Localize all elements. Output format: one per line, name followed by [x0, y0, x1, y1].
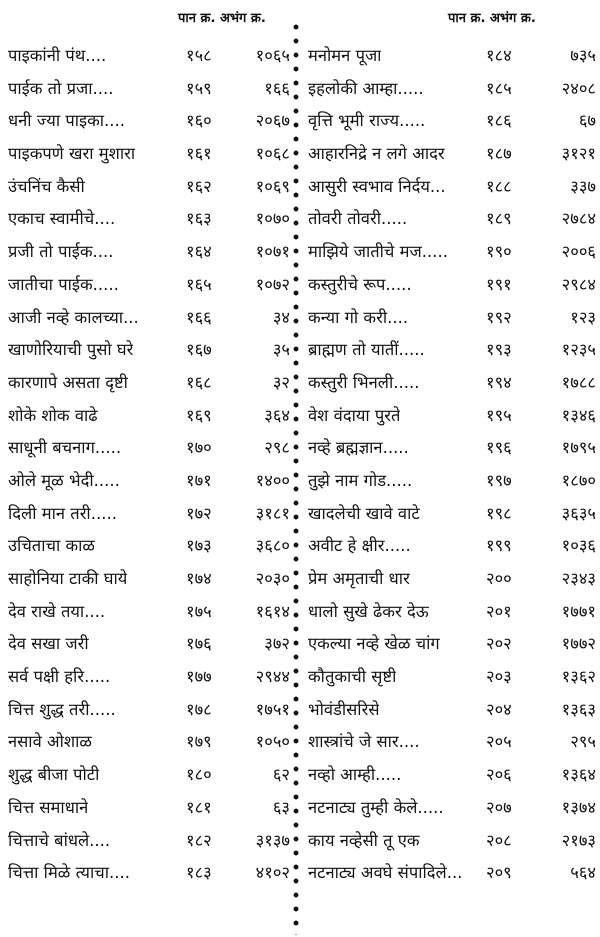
index-row [8, 726, 290, 759]
abhang-title: भोवंडीसरिसे [308, 699, 380, 719]
index-row [308, 236, 596, 269]
abhang-number: २१७३ [561, 830, 596, 850]
index-row [308, 792, 596, 825]
page-number: १७९ [186, 732, 212, 752]
page-number: १७८ [186, 699, 212, 719]
abhang-title: काय नव्हेसी तू एक [308, 830, 420, 850]
abhang-number: १०७२ [255, 274, 290, 294]
abhang-title: उंचनिंच कैसी [8, 176, 85, 196]
abhang-number: १६१४ [255, 601, 290, 621]
index-row [8, 302, 290, 335]
abhang-title: कस्तुरी भिनली..... [308, 372, 420, 392]
abhang-number: १०६९ [255, 176, 290, 196]
index-row [308, 171, 596, 204]
abhang-number: १०५० [255, 732, 290, 752]
abhang-title: पाइकांनी पंथ.... [8, 46, 107, 65]
abhang-number: १२३५ [561, 340, 596, 360]
index-row [308, 105, 596, 138]
index-row [308, 334, 596, 367]
abhang-title: शुद्ध बीजा पोटी [8, 765, 100, 785]
abhang-number: ५६४ [570, 863, 596, 883]
index-row [8, 334, 290, 367]
page-number: १८५ [486, 78, 512, 98]
abhang-title: शोके शोक वाढे [8, 405, 98, 425]
index-row [308, 203, 596, 236]
abhang-title: प्रजी तो पाईक.... [8, 242, 114, 262]
abhang-number: १०६८ [255, 144, 290, 164]
page-number: २०२ [486, 634, 512, 654]
page-number: १९७ [486, 470, 512, 490]
index-row [8, 73, 290, 106]
abhang-number: २३४३ [561, 569, 596, 588]
index-row [308, 825, 596, 858]
abhang-title: सर्व पक्षी हरि..... [8, 667, 111, 687]
abhang-title: कन्या गो करी.... [308, 307, 409, 327]
abhang-number: १२३ [570, 307, 596, 327]
index-row [8, 40, 290, 73]
abhang-number: १०६५ [255, 46, 290, 65]
abhang-title: नव्हो आम्ही..... [308, 765, 402, 785]
page-number: १८० [186, 765, 212, 785]
abhang-number: १३७४ [561, 797, 596, 817]
abhang-number: ४१०२ [255, 863, 290, 883]
page-number: १९२ [486, 307, 512, 327]
page-number: १९९ [486, 536, 512, 556]
abhang-title: चित्त समाधाने [8, 797, 89, 817]
abhang-number: २०६७ [255, 111, 290, 131]
abhang-number: १३६३ [561, 699, 596, 719]
abhang-title: खाणोरियाची पुसो घरे [8, 340, 134, 360]
abhang-title: ओले मूळ भेदी..... [8, 470, 120, 490]
index-row [308, 498, 596, 531]
page-number: २०७ [486, 797, 512, 817]
abhang-title: जातीचा पाईक..... [8, 274, 119, 294]
abhang-title: देव राखे तया.... [8, 601, 106, 621]
page-number: १६० [186, 111, 212, 131]
index-row [308, 269, 596, 302]
right-column-header: पान क्र. अभंग क्र. [448, 11, 536, 26]
abhang-number: २००६ [561, 242, 596, 262]
abhang-number: ६७ [578, 111, 596, 131]
left-index-column [8, 40, 290, 890]
page-number: १७२ [186, 503, 212, 523]
page-number: १६९ [186, 405, 212, 425]
page-number: १७१ [186, 470, 212, 490]
abhang-title: साहोनिया टाकी घाये [8, 569, 128, 588]
abhang-number: २९५ [570, 732, 596, 752]
abhang-number: ३७२ [264, 634, 290, 654]
index-row [8, 105, 290, 138]
index-row [8, 269, 290, 302]
index-row [308, 694, 596, 727]
index-row [8, 857, 290, 890]
page-number: १८९ [486, 209, 512, 229]
page-number: १६१ [186, 144, 212, 164]
abhang-title: दिली मान तरी..... [8, 503, 117, 523]
index-row [8, 432, 290, 465]
abhang-title: वेश वंदाया पुरते [308, 405, 401, 425]
abhang-title: पाइकपणे खरा मुशारा [8, 144, 136, 164]
page-number: १७० [186, 438, 212, 458]
index-row [8, 694, 290, 727]
abhang-number: ३१२१ [561, 144, 596, 164]
index-row [308, 367, 596, 400]
index-row [308, 530, 596, 563]
index-row [308, 661, 596, 694]
abhang-title: धनी ज्या पाइका.... [8, 111, 126, 131]
abhang-title: कस्तुरीचे रूप..... [308, 274, 412, 294]
page-number: १७७ [186, 667, 212, 687]
abhang-number: २९४४ [255, 667, 290, 687]
page-number: २०१ [486, 601, 512, 621]
abhang-title: नव्हे ब्रह्मज्ञान..... [308, 438, 409, 458]
abhang-number: २९८ [264, 438, 290, 458]
page-number: २०४ [486, 699, 512, 719]
abhang-title: चित्ताचे बांधले.... [8, 830, 111, 850]
page-number: १७५ [186, 601, 212, 621]
abhang-number: १८७० [561, 470, 596, 490]
abhang-number: १७९५ [561, 438, 596, 458]
page-number: १६८ [186, 372, 212, 392]
index-row [8, 400, 290, 433]
index-row [308, 40, 596, 73]
index-row [308, 73, 596, 106]
index-row [8, 203, 290, 236]
abhang-number: १०७१ [255, 242, 290, 262]
page-number: १६२ [186, 176, 212, 196]
page-number: २०५ [486, 732, 512, 752]
abhang-number: ६३ [272, 797, 290, 817]
index-row [8, 367, 290, 400]
page-number: १६७ [186, 340, 212, 360]
abhang-title: वृत्ति भूमी राज्य..... [308, 111, 426, 131]
page-number: १६६ [186, 307, 212, 327]
abhang-title: नसावे ओशाळ [8, 732, 92, 752]
abhang-title: तोवरी तोवरी..... [308, 209, 408, 229]
abhang-title: एकाच स्वामीचे.... [8, 209, 116, 229]
index-row [308, 628, 596, 661]
page-number: १६४ [186, 242, 212, 262]
abhang-title: मनोमन पूजा [308, 46, 382, 65]
abhang-title: अवीट हे क्षीर..... [308, 536, 411, 556]
abhang-number: ७३५ [570, 46, 596, 65]
page-number: १९० [486, 242, 512, 262]
page-number: १८६ [486, 111, 512, 131]
abhang-number: २४०८ [561, 78, 596, 98]
page-number: २०० [486, 569, 512, 588]
index-row [8, 661, 290, 694]
index-row [8, 759, 290, 792]
abhang-number: ३३७ [570, 176, 596, 196]
page-number: १५९ [186, 78, 212, 98]
page-number: १९८ [486, 503, 512, 523]
abhang-number: ३१८१ [255, 503, 290, 523]
abhang-title: आहारनिद्रे न लगे आदर [308, 144, 445, 164]
index-row [8, 236, 290, 269]
page-number: १८४ [486, 46, 512, 65]
page-number: १८८ [486, 176, 512, 196]
abhang-number: १७८८ [561, 372, 596, 392]
abhang-title: शास्त्रांचे जे सार.... [308, 732, 420, 752]
abhang-number: १०३६ [561, 536, 596, 556]
page-number: १८३ [186, 863, 212, 883]
abhang-title: साधूनी बचनाग..... [8, 438, 122, 458]
index-row [8, 628, 290, 661]
abhang-number: १६६ [264, 78, 290, 98]
abhang-title: एकल्या नव्हे खेळ चांग [308, 634, 440, 654]
page-number: १९५ [486, 405, 512, 425]
index-row [308, 138, 596, 171]
abhang-number: ३१३७ [255, 830, 290, 850]
abhang-number: २७८४ [561, 209, 596, 229]
index-row [308, 400, 596, 433]
page-number: १८२ [186, 830, 212, 850]
index-row [308, 726, 596, 759]
index-row [8, 563, 290, 596]
abhang-number: १७७२ [561, 634, 596, 654]
abhang-title: कारणापे असता दृष्टी [8, 372, 128, 392]
index-row [8, 825, 290, 858]
abhang-number: ३६३५ [561, 503, 596, 523]
abhang-title: नटनाट्य तुम्ही केले..... [308, 797, 444, 817]
page-number: १९६ [486, 438, 512, 458]
page-number: १५८ [186, 46, 212, 65]
index-row [8, 596, 290, 629]
index-row [8, 138, 290, 171]
abhang-number: २९८४ [561, 274, 596, 294]
index-row [8, 171, 290, 204]
abhang-title: धालो सुखे ढेकर देऊ [308, 601, 429, 621]
abhang-title: खादलेची खावे वाटे [308, 503, 420, 523]
index-row [308, 857, 596, 890]
index-row [308, 759, 596, 792]
abhang-title: आसुरी स्वभाव निर्दय... [308, 176, 446, 196]
abhang-number: ३५ [272, 340, 290, 360]
abhang-title: कौतुकाची सृष्टी [308, 667, 397, 687]
abhang-title: चित्ता मिळे त्याचा.... [8, 863, 130, 883]
abhang-title: ब्राह्मण तो यातीं..... [308, 340, 425, 360]
abhang-number: २०३० [255, 569, 290, 588]
page-number: २०३ [486, 667, 512, 687]
index-row [8, 792, 290, 825]
page-number: १८१ [186, 797, 212, 817]
page-number: १७३ [186, 536, 212, 556]
page-number: १७४ [186, 569, 212, 588]
right-index-column [308, 40, 596, 890]
abhang-number: ३४ [272, 307, 290, 327]
abhang-number: १०७० [255, 209, 290, 229]
abhang-number: १३६४ [561, 765, 596, 785]
abhang-title: इहलोकी आम्हा..... [308, 78, 424, 98]
page-number: २०९ [486, 863, 512, 883]
abhang-title: प्रेम अमृताची धार [308, 569, 410, 588]
abhang-number: ३२ [272, 372, 290, 392]
abhang-number: १७७१ [561, 601, 596, 621]
index-row [308, 432, 596, 465]
index-row [308, 302, 596, 335]
index-row [308, 563, 596, 596]
index-row [308, 596, 596, 629]
abhang-title: चित्त शुद्ध तरी..... [8, 699, 116, 719]
page-number: १९३ [486, 340, 512, 360]
page-number: २०६ [486, 765, 512, 785]
page-number: १८७ [486, 144, 512, 164]
left-column-header: पान क्र. अभंग क्र. [178, 11, 266, 26]
abhang-number: ६२ [272, 765, 290, 785]
abhang-title: देव सखा जरी [8, 634, 89, 654]
page-number: १६५ [186, 274, 212, 294]
abhang-title: माझिये जातीचे मज..... [308, 242, 448, 262]
page-number: १९१ [486, 274, 512, 294]
abhang-title: तुझे नाम गोड..... [308, 470, 413, 490]
page-number: २०८ [486, 830, 512, 850]
abhang-title: आजी नव्हे कालच्या... [8, 307, 139, 327]
abhang-number: ३६४ [264, 405, 290, 425]
abhang-number: १३६२ [561, 667, 596, 687]
abhang-number: ३६८० [255, 536, 290, 556]
index-row [308, 465, 596, 498]
dotted-divider [293, 20, 299, 935]
index-row [8, 465, 290, 498]
index-row [8, 530, 290, 563]
abhang-number: १७५१ [255, 699, 290, 719]
abhang-title: उचिताचा काळ [8, 536, 95, 556]
abhang-number: १४०० [255, 470, 290, 490]
page-number: १७६ [186, 634, 212, 654]
page-number: १६३ [186, 209, 212, 229]
abhang-title: नटनाट्य अवघे संपादिले... [308, 863, 463, 883]
abhang-number: १३४६ [561, 405, 596, 425]
abhang-title: पाईक तो प्रजा.... [8, 78, 114, 98]
page-number: १९४ [486, 372, 512, 392]
index-row [8, 498, 290, 531]
